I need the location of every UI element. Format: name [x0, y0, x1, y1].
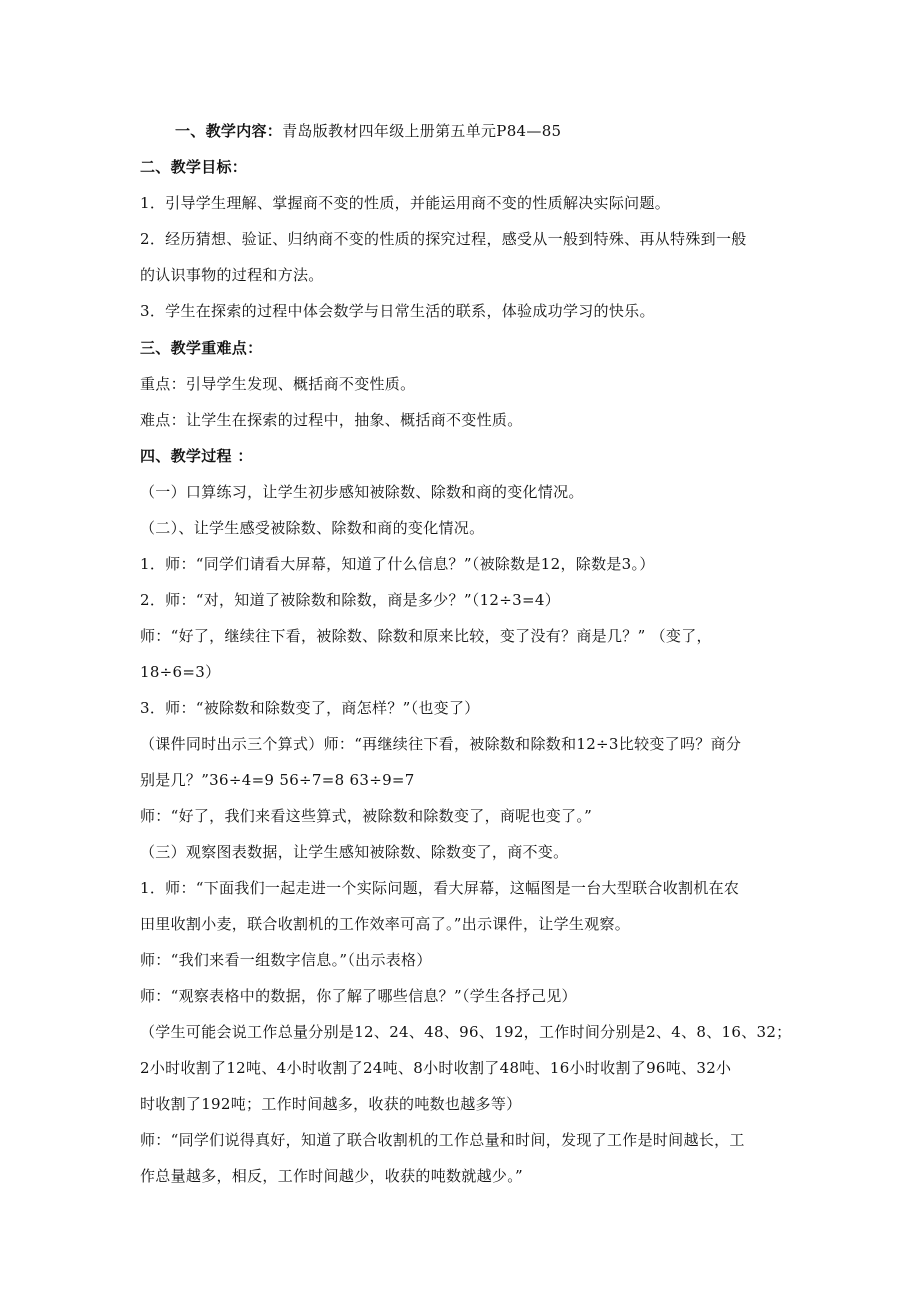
- content-line: [175, 121, 561, 141]
- process-paragraph: 田里收割小麦，联合收割机的工作效率可高了。”出示课件，让学生观察。: [140, 915, 631, 933]
- goal-item-2-line-1: 2．经历猜想、验证、归纳商不变的性质的探究过程，感受从一般到特殊、再从特殊到一般: [140, 230, 747, 248]
- section-heading-content: 一、教学内容：: [175, 122, 283, 140]
- process-paragraph: 时收割了192吨；工作时间越多，收获的吨数也越多等）: [140, 1095, 522, 1113]
- process-paragraph: （一）口算练习，让学生初步感知被除数、除数和商的变化情况。: [140, 483, 584, 501]
- goal-item-2-line-2: 的认识事物的过程和方法。: [140, 266, 324, 284]
- process-paragraph: 3．师：“被除数和除数变了，商怎样？”（也变了）: [140, 699, 480, 717]
- process-paragraph: 师：“好了，我们来看这些算式，被除数和除数变了，商呢也变了。”: [140, 807, 593, 825]
- process-paragraph: 2．师：“对，知道了被除数和除数，商是多少？”（12÷3=4）: [140, 591, 560, 609]
- section-heading-goals: 二、教学目标：: [140, 158, 248, 176]
- process-paragraph: 师：“观察表格中的数据，你了解了哪些信息？”（学生各抒己见）: [140, 987, 577, 1005]
- key-point: 重点：引导学生发现、概括商不变性质。: [140, 375, 416, 393]
- section-heading-process: 四、教学过程 ：: [140, 447, 253, 465]
- process-paragraph: 作总量越多，相反，工作时间越少，收获的吨数就越少。”: [140, 1167, 523, 1185]
- process-paragraph: （三）观察图表数据，让学生感知被除数、除数变了，商不变。: [140, 843, 569, 861]
- process-paragraph: 18÷6=3）: [140, 663, 221, 681]
- goal-item-3: 3．学生在探索的过程中体会数学与日常生活的联系，体验成功学习的快乐。: [140, 302, 655, 320]
- process-paragraph: （二）、让学生感受被除数、除数和商的变化情况。: [140, 519, 485, 537]
- section-heading-key-points: 三、教学重难点：: [140, 339, 263, 357]
- goal-item-1: 1．引导学生理解、掌握商不变的性质，并能运用商不变的性质解决实际问题。: [140, 194, 671, 212]
- process-paragraph: 1．师：“下面我们一起走进一个实际问题，看大屏幕，这幅图是一台大型联合收割机在农: [140, 879, 740, 897]
- process-paragraph: （课件同时出示三个算式）师：“再继续往下看，被除数和除数和12÷3比较变了吗？商分: [140, 735, 742, 753]
- process-paragraph: 师：“同学们说得真好，知道了联合收割机的工作总量和时间，发现了工作是时间越长，工: [140, 1131, 745, 1149]
- process-paragraph: （学生可能会说工作总量分别是12、24、48、96、192，工作时间分别是2、4、8、16、32；: [140, 1023, 792, 1041]
- process-paragraph: 师：“好了，继续往下看，被除数、除数和原来比较，变了没有？商是几？” （变了，: [140, 627, 712, 645]
- process-paragraph: 师：“我们来看一组数字信息。”（出示表格）: [140, 951, 432, 969]
- content-text: 青岛版教材四年级上册第五单元P84—85: [282, 122, 562, 140]
- process-paragraph: 1．师：“同学们请看大屏幕，知道了什么信息？”（被除数是12，除数是3。）: [140, 555, 655, 573]
- difficult-point: 难点：让学生在探索的过程中，抽象、概括商不变性质。: [140, 411, 523, 429]
- process-paragraph: 别是几？”36÷4=9 56÷7=8 63÷9=7: [140, 771, 415, 789]
- process-paragraph: 2小时收割了12吨、4小时收割了24吨、8小时收割了48吨、16小时收割了96吨、32小: [140, 1059, 732, 1077]
